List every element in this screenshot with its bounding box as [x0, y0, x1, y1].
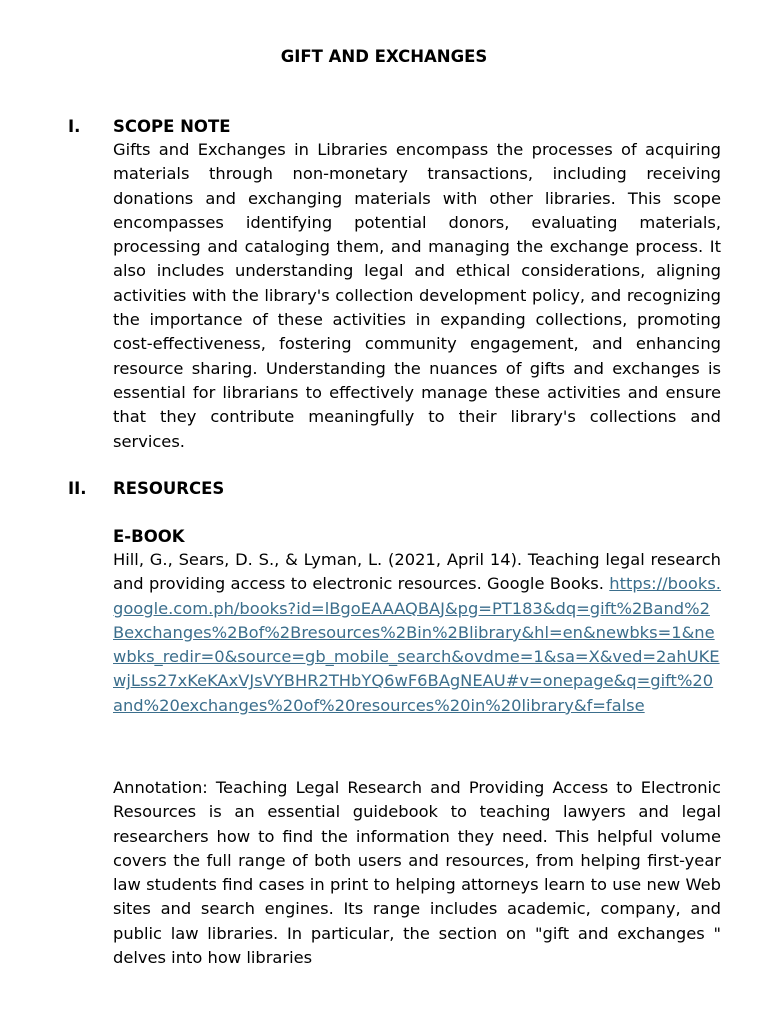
citation-text: Hill, G., Sears, D. S., & Lyman, L. (2021, April 14). Teaching legal research and providing access to electronic resources. Google Books.: [113, 550, 721, 594]
section-title: SCOPE NOTE: [113, 117, 231, 136]
section-number: II.: [68, 479, 87, 498]
section-heading-scope-note: [68, 116, 231, 138]
section-heading-resources: [68, 478, 224, 500]
subheading-ebook: E-BOOK: [113, 527, 185, 546]
document-title: GIFT AND EXCHANGES: [280, 47, 488, 66]
section-number: I.: [68, 117, 81, 136]
annotation-paragraph: Annotation: Teaching Legal Research and Providing Access to Electronic Resources is an essential guidebook to teaching lawyers and legal researchers how to find the information they need. This helpful volume covers the full range of both users and resources, from helping first-year law students find cases in print to helping attorneys learn to use new Web sites and search engines. Its range includes academic, company, and public law libraries. In particular, the section on "gift and exchanges " delves into how libraries: [113, 778, 721, 966]
scope-note-paragraph: Gifts and Exchanges in Libraries encompass the processes of acquiring materials through non-monetary transactions, including receiving donations and exchanging materials with other libraries. This scope encompasses identifying potential donors, evaluating materials, processing and cataloging them, and managing the exchange process. It also includes understanding legal and ethical considerations, aligning activities with the library's collection development policy, and recognizing the importance of these activities in expanding collections, promoting cost-effectiveness, fostering community engagement, and enhancing resource sharing. Understanding the nuances of gifts and exchanges is essential for librarians to effectively manage these activities and ensure that they contribute meaningfully to their library's collections and services.: [113, 140, 721, 451]
annotation-container: [113, 776, 721, 966]
citation-paragraph: [113, 548, 721, 718]
section-title: RESOURCES: [113, 479, 225, 498]
citation-link[interactable]: https://books.google.com.ph/books?id=lBgoEAAAQBAJ&pg=PT183&dq=gift%2Band%2Bexchanges%2Bof%2Bresources%2Bin%2Blibrary&hl=en&newbks=1&newbks_redir=0&source=gb_mobile_search&ovdme=1&sa=X&ved=2ahUKEwjLss27xKeKAxVJsVYBHR2THbYQ6wF6BAgNEAU#v=onepage&q=gift%20and%20exchanges%20of%20resources%20in%20library&f=false: [113, 574, 721, 715]
